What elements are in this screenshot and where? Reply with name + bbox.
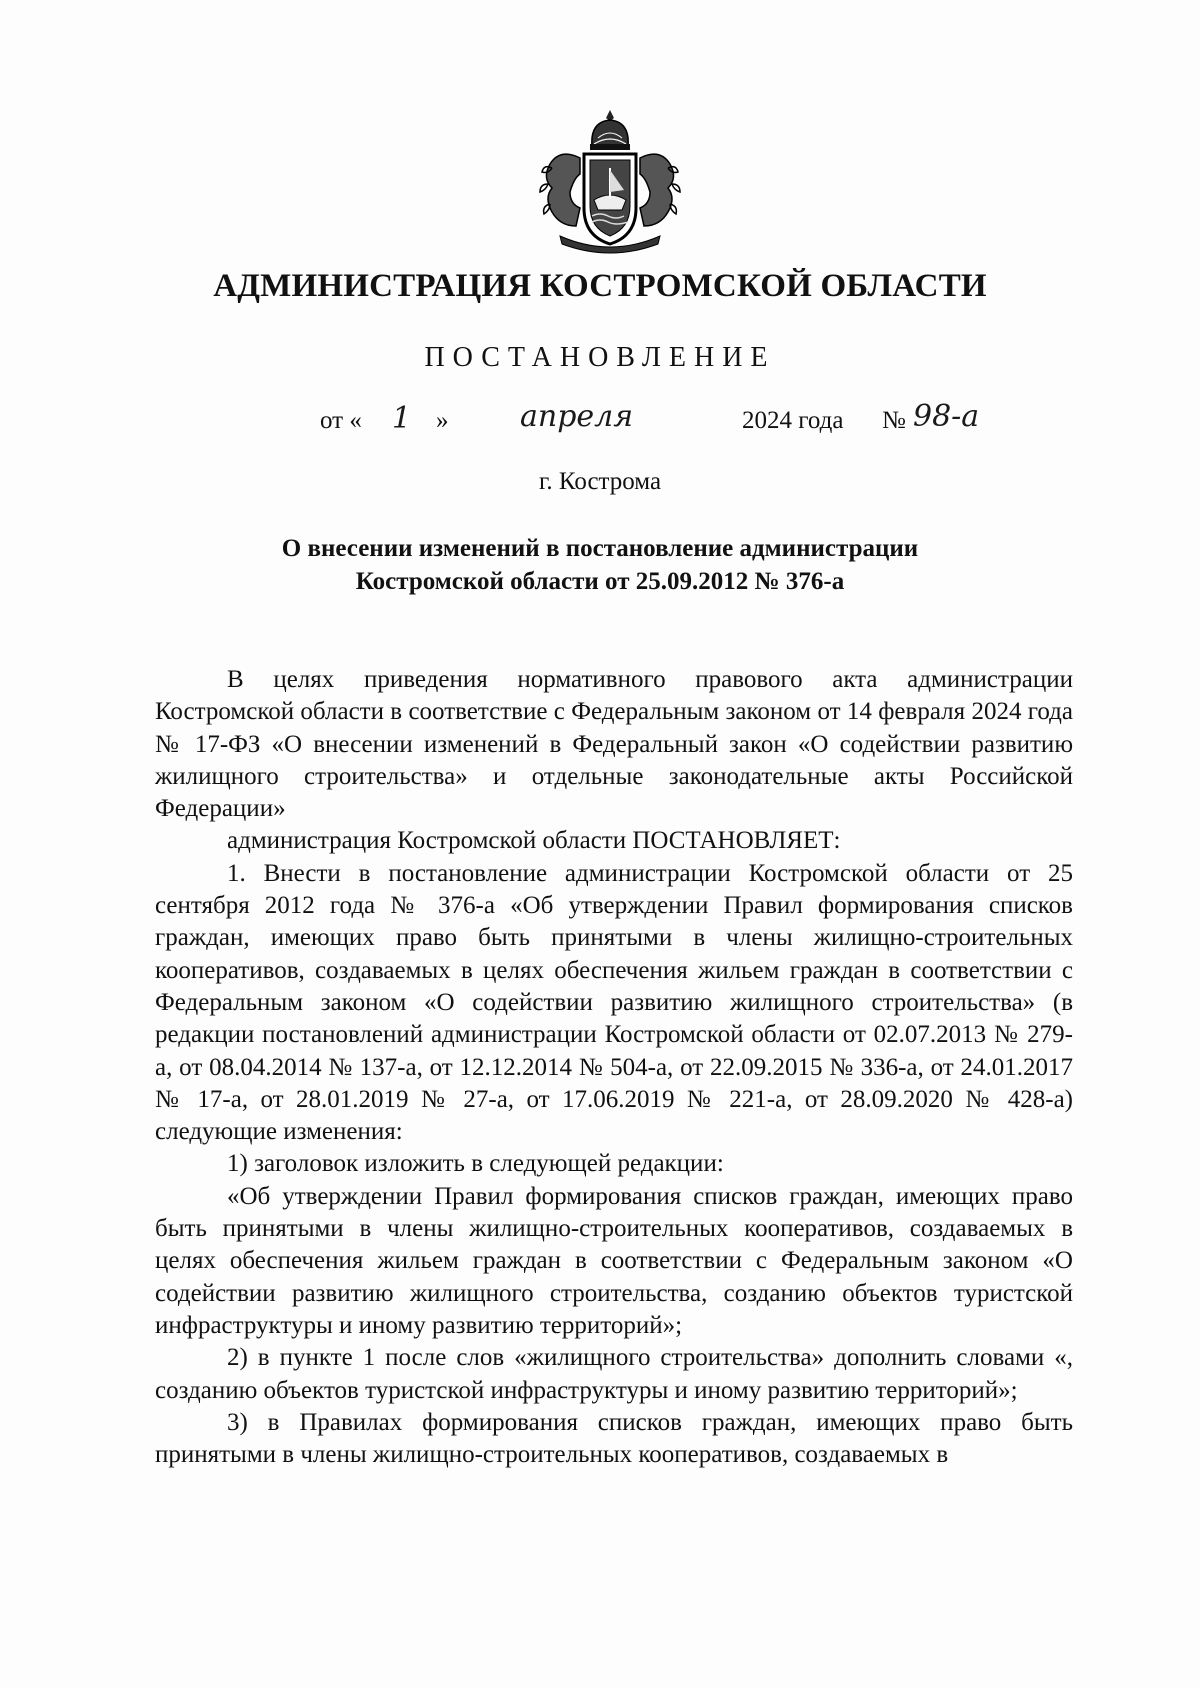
paragraph: 2) в пункте 1 после слов «жилищного строительства» дополнить словами «, созданию объектов туристской инфраструктуры и иному развитию территорий»; (155, 1344, 1073, 1404)
number-sign: № (882, 407, 906, 434)
date-line (0, 399, 1200, 445)
date-year: 2024 года (742, 407, 844, 434)
coat-of-arms-emblem (530, 108, 690, 258)
document-subject (0, 532, 1200, 598)
city: г. Кострома (538, 468, 662, 495)
paragraph: администрация Костромской области ПОСТАНОВЛЯЕТ: (227, 827, 841, 855)
paragraph: 1) заголовок изложить в следующей редакции: (227, 1150, 724, 1178)
organization-title: АДМИНИСТРАЦИЯ КОСТРОМСКОЙ ОБЛАСТИ (213, 268, 987, 304)
document-number: 98-а (913, 399, 980, 434)
subject-line-2: Костромской области от 25.09.2012 № 376-а (355, 568, 845, 595)
date-prefix: от « (320, 407, 362, 434)
paragraph: 1. Внести в постановление администрации Костромской области от 25 сентября 2012 года № 376-а «Об утверждении Правил формирования списков граждан, имеющих право быть принятыми в члены жилищно-строительных кооперативов, создаваемых в целях обеспечения жильем граждан в соответствии с Федеральным законом «О содействии развитию жилищного строительства» (в редакции постановлений администрации Костромской области от 02.07.2013 № 279-а, от 08.04.2014 № 137-а, от 12.12.2014 № 504-а, от 22.09.2015 № 336-а, от 24.01.2017 № 17-а, от 28.01.2019 № 27-а, от 17.06.2019 № 221-а, от 28.09.2020 № 428-а) следующие изменения: (155, 859, 1073, 1146)
paragraph: 3) в Правилах формирования списков граждан, имеющих право быть принятыми в члены жилищно-строительных кооперативов, создаваемых в (155, 1408, 1073, 1469)
paragraph: В целях приведения нормативного правового акта администрации Костромской области в соответствие с Федеральным законом от 14 февраля 2024 года № 17-ФЗ «О внесении изменений в Федеральный закон «О содействии развитию жилищного строительства» и отдельные законодательные акты Российской Федерации» (155, 666, 1073, 823)
document-type: ПОСТАНОВЛЕНИЕ (424, 342, 776, 373)
date-day: 1 (392, 401, 412, 436)
date-month: апреля (520, 399, 634, 434)
paragraph: «Об утверждении Правил формирования списков граждан, имеющих право быть принятыми в члены жилищно-строительных кооперативов, создаваемых в целях обеспечения жильем граждан в соответствии с Федеральным законом «О содействии развитию жилищного строительства, созданию объектов туристской инфраструктуры и иному развитию территорий»; (155, 1182, 1073, 1339)
document-body (155, 664, 1073, 1471)
subject-line-1: О внесении изменений в постановление администрации (281, 535, 919, 562)
date-day-close: » (436, 407, 449, 434)
